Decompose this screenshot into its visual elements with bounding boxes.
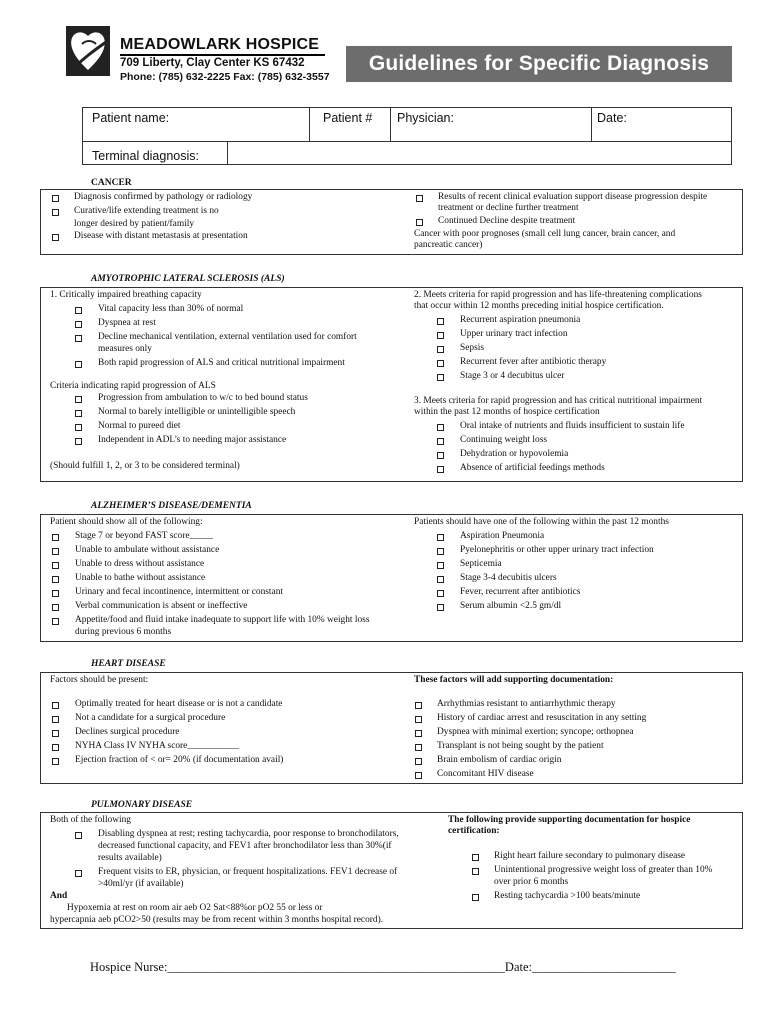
checklist-item: Dyspnea with minimal exertion; syncope; orthopnea (437, 727, 634, 737)
checkbox[interactable] (416, 219, 423, 226)
checkbox[interactable] (75, 410, 82, 417)
physician-field[interactable] (463, 108, 590, 140)
checklist-item: Normal to pureed diet (98, 421, 181, 431)
checklist-item: Arrhythmias resistant to antiarrhythmic therapy (437, 699, 616, 709)
checkbox[interactable] (437, 548, 444, 555)
checklist-item: Transplant is not being sought by the patient (437, 741, 604, 751)
checklist-item: Resting tachycardia >100 beats/minute (494, 891, 641, 901)
checkbox[interactable] (52, 534, 59, 541)
section-title-pulmonary: PULMONARY DISEASE (91, 800, 193, 810)
checklist-item-continued: during previous 6 months (75, 627, 172, 637)
cancer-prognoses-text: Cancer with poor prognoses (small cell lung cancer, brain cancer, and (414, 229, 676, 239)
checkbox[interactable] (437, 576, 444, 583)
als-criterion-2: 2. Meets criteria for rapid progression and has life-threatening complications (414, 290, 702, 300)
checklist-item: Appetite/food and fluid intake inadequate to support life with 10% weight loss (75, 615, 370, 625)
header-rule (120, 54, 325, 56)
checklist-item: Vital capacity less than 30% of normal (98, 304, 244, 314)
checklist-item: Normal to barely intelligible or unintelligible speech (98, 407, 296, 417)
checkbox[interactable] (472, 894, 479, 901)
checklist-item: Oral intake of nutrients and fluids insufficient to sustain life (460, 421, 685, 431)
pulmonary-right-heading-continued: certification: (448, 826, 500, 836)
checkbox[interactable] (437, 534, 444, 541)
checklist-item: Dyspnea at rest (98, 318, 156, 328)
checkbox[interactable] (472, 868, 479, 875)
terminal-diagnosis-field[interactable] (228, 142, 731, 164)
checkbox[interactable] (52, 562, 59, 569)
checkbox[interactable] (52, 195, 59, 202)
checkbox[interactable] (52, 744, 59, 751)
checklist-item: Not a candidate for a surgical procedure (75, 713, 226, 723)
hospice-nurse-signature-line[interactable]: Hospice Nurse:______________________________________________________Date:_______________________ (90, 960, 676, 974)
pulmonary-right-heading: The following provide supporting documentation for hospice (448, 815, 691, 825)
checkbox[interactable] (416, 195, 423, 202)
checklist-item: Unable to dress without assistance (75, 559, 205, 569)
checkbox[interactable] (52, 618, 59, 625)
als-note: (Should fulfill 1, 2, or 3 to be considered terminal) (50, 461, 240, 471)
organization-address: 709 Liberty, Clay Center KS 67432 (120, 57, 305, 69)
als-rapid-progression-heading: Criteria indicating rapid progression of ALS (50, 381, 216, 391)
section-title-heart: HEART DISEASE (91, 659, 166, 669)
alzheimers-left-heading: Patient should show all of the following: (50, 517, 203, 527)
als-box (40, 287, 743, 482)
pulmonary-and-label: And (50, 891, 68, 901)
checklist-item: Progression from ambulation to w/c to bed bound status (98, 393, 308, 403)
checklist-item-continued: over prior 6 months (494, 877, 569, 887)
checklist-item-continued: longer desired by patient/family (74, 219, 195, 229)
checklist-item: Pyelonephritis or other upper urinary tract infection (460, 545, 654, 555)
checkbox[interactable] (75, 424, 82, 431)
checkbox[interactable] (52, 730, 59, 737)
heart-right-heading: These factors will add supporting documentation: (414, 675, 614, 685)
heart-left-heading: Factors should be present: (50, 675, 149, 685)
checkbox[interactable] (472, 854, 479, 861)
checklist-item: Independent in ADL’s to needing major assistance (98, 435, 287, 445)
date-label: Date: (597, 111, 627, 125)
checklist-item: Unable to bathe without assistance (75, 573, 206, 583)
als-criterion-3-continued: within the past 12 months of hospice certification (414, 407, 600, 417)
checklist-item: Continuing weight loss (460, 435, 547, 445)
checklist-item-continued: measures only (98, 344, 152, 354)
checklist-item: Curative/life extending treatment is no (74, 206, 219, 216)
checkbox[interactable] (75, 396, 82, 403)
patient-name-field[interactable] (173, 108, 308, 140)
section-title-als: AMYOTROPHIC LATERAL SCLEROSIS (ALS) (91, 274, 285, 284)
pulmonary-left-heading: Both of the following (50, 815, 131, 825)
als-criterion-2-continued: that occur within 12 months preceding initial hospice certification. (414, 301, 664, 311)
date-field[interactable] (633, 108, 731, 140)
patient-number-field[interactable] (310, 108, 390, 140)
section-title-alzheimers: ALZHEIMER’S DISEASE/DEMENTIA (91, 501, 252, 511)
checkbox[interactable] (415, 772, 422, 779)
checkbox[interactable] (437, 360, 444, 367)
checklist-item: Right heart failure secondary to pulmonary disease (494, 851, 686, 861)
checkbox[interactable] (75, 307, 82, 314)
checklist-item: NYHA Class IV NYHA score___________ (75, 741, 239, 751)
checkbox[interactable] (437, 424, 444, 431)
patient-number-label: Patient # (323, 111, 373, 125)
checklist-item: Sepsis (460, 343, 484, 353)
checkbox[interactable] (437, 332, 444, 339)
checklist-item-continued: results available) (98, 853, 162, 863)
checklist-item: Continued Decline despite treatment (438, 216, 576, 226)
checklist-item: Absence of artificial feedings methods (460, 463, 605, 473)
checkbox[interactable] (75, 321, 82, 328)
checklist-item: Results of recent clinical evaluation support disease progression despite (438, 192, 708, 202)
patient-info-grid (82, 107, 732, 165)
checkbox[interactable] (415, 702, 422, 709)
checklist-item-continued: >40ml/yr (if available) (98, 879, 184, 889)
checkbox[interactable] (437, 318, 444, 325)
als-criterion-1: 1. Critically impaired breathing capacity (50, 290, 202, 300)
checklist-item: Brain embolism of cardiac origin (437, 755, 562, 765)
hospice-logo (62, 22, 114, 80)
checklist-item: Disabling dyspnea at rest; resting tachycardia, poor response to bronchodilators, (98, 829, 399, 839)
checkbox[interactable] (52, 758, 59, 765)
checkbox[interactable] (75, 832, 82, 839)
checkbox[interactable] (52, 604, 59, 611)
checkbox[interactable] (437, 438, 444, 445)
checklist-item: Upper urinary tract infection (460, 329, 568, 339)
grid-divider (591, 108, 592, 141)
checkbox[interactable] (75, 335, 82, 342)
checkbox[interactable] (437, 466, 444, 473)
checkbox[interactable] (75, 361, 82, 368)
physician-label: Physician: (397, 111, 454, 125)
checkbox[interactable] (75, 438, 82, 445)
checkbox[interactable] (52, 590, 59, 597)
patient-name-label: Patient name: (92, 111, 170, 125)
checklist-item: Dehydration or hypovolemia (460, 449, 569, 459)
checkbox[interactable] (415, 744, 422, 751)
checkbox[interactable] (415, 730, 422, 737)
checklist-item: Ejection fraction of < or= 20% (if documentation avail) (75, 755, 284, 765)
organization-phone: Phone: (785) 632-2225 Fax: (785) 632-3557 (120, 71, 330, 83)
checklist-item: Unintentional progressive weight loss of greater than 10% (494, 865, 713, 875)
checkbox[interactable] (52, 548, 59, 555)
checklist-item: Fever, recurrent after antibiotics (460, 587, 581, 597)
checklist-item: Stage 3 or 4 decubitus ulcer (460, 371, 565, 381)
checklist-item: Decline mechanical ventilation, external ventilation used for comfort (98, 332, 357, 342)
organization-name: MEADOWLARK HOSPICE (120, 36, 320, 53)
checkbox[interactable] (415, 716, 422, 723)
document-title: Guidelines for Specific Diagnosis (346, 46, 732, 82)
checklist-item: Diagnosis confirmed by pathology or radiology (74, 192, 253, 202)
cancer-box (40, 189, 743, 255)
checklist-item: Disease with distant metastasis at presentation (74, 231, 248, 241)
checklist-item: Stage 3-4 decubitis ulcers (460, 573, 557, 583)
heart-box (40, 672, 743, 784)
checkbox[interactable] (52, 716, 59, 723)
als-criterion-3: 3. Meets criteria for rapid progression and has critical nutritional impairment (414, 396, 703, 406)
checklist-item: Unable to ambulate without assistance (75, 545, 220, 555)
checklist-item: History of cardiac arrest and resuscitation in any setting (437, 713, 647, 723)
pulmonary-hypoxemia-text: Hypoxemia at rest on room air aeb O2 Sat<88%or pO2 55 or less or (67, 903, 323, 913)
checkbox[interactable] (52, 209, 59, 216)
checkbox[interactable] (52, 702, 59, 709)
checklist-item: Optimally treated for heart disease or is not a candidate (75, 699, 283, 709)
checklist-item: Recurrent fever after antibiotic therapy (460, 357, 607, 367)
alzheimers-right-heading: Patients should have one of the following within the past 12 months (414, 517, 669, 527)
checklist-item: Frequent visits to ER, physician, or frequent hospitalizations. FEV1 decrease of (98, 867, 398, 877)
checklist-item: Both rapid progression of ALS and critical nutritional impairment (98, 358, 345, 368)
checkbox[interactable] (437, 590, 444, 597)
checklist-item: Urinary and fecal incontinence, intermittent or constant (75, 587, 283, 597)
checkbox[interactable] (52, 234, 59, 241)
checkbox[interactable] (75, 870, 82, 877)
checkbox[interactable] (437, 452, 444, 459)
checklist-item: Stage 7 or beyond FAST score_____ (75, 531, 213, 541)
pulmonary-hypercapnia-text: hypercapnia aeb pCO2>50 (results may be from recent within 3 months hospital record). (50, 915, 384, 925)
checkbox[interactable] (437, 374, 444, 381)
checklist-item: Concomitant HIV disease (437, 769, 534, 779)
checkbox[interactable] (437, 604, 444, 611)
checklist-item: Verbal communication is absent or ineffective (75, 601, 248, 611)
cancer-prognoses-text-continued: pancreatic cancer) (414, 240, 483, 250)
checklist-item: Aspiration Pneumonia (460, 531, 545, 541)
terminal-diagnosis-label: Terminal diagnosis: (92, 149, 199, 163)
checkbox[interactable] (52, 576, 59, 583)
checklist-item: Recurrent aspiration pneumonia (460, 315, 581, 325)
checklist-item: Serum albumin <2.5 gm/dl (460, 601, 562, 611)
section-title-cancer: CANCER (91, 178, 132, 188)
checkbox[interactable] (437, 562, 444, 569)
grid-divider (390, 108, 391, 141)
alzheimers-box (40, 514, 743, 642)
checkbox[interactable] (437, 346, 444, 353)
pulmonary-box (40, 812, 743, 929)
checklist-item-continued: treatment or decline further treatment (438, 203, 579, 213)
checkbox[interactable] (415, 758, 422, 765)
checklist-item: Declines surgical procedure (75, 727, 180, 737)
checklist-item: Septicemia (460, 559, 502, 569)
checklist-item-continued: decreased functional capacity, and FEV1 after bronchodilator less than 30%(if (98, 841, 392, 851)
